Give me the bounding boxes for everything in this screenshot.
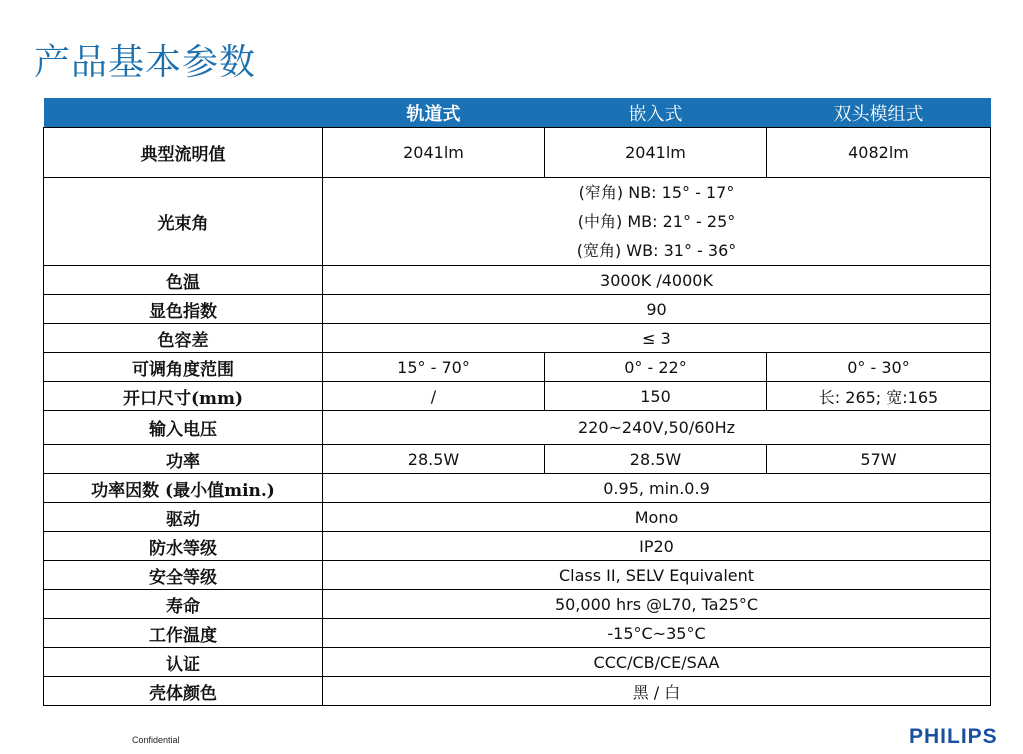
header-cell-track: 轨道式 [323, 98, 545, 128]
table-cell: 28.5W [323, 445, 545, 474]
table-cell: -15°C~35°C [323, 619, 991, 648]
row-label: 安全等级 [44, 561, 323, 590]
row-label: 工作温度 [44, 619, 323, 648]
table-cell: 2041lm [323, 128, 545, 178]
row-label: 色容差 [44, 324, 323, 353]
table-row [44, 445, 991, 474]
header-cell-recessed: 嵌入式 [545, 98, 767, 128]
table-row [44, 266, 991, 295]
table-row [44, 619, 991, 648]
row-label: 输入电压 [44, 411, 323, 445]
beam-angle-wide: (宽角) WB: 31° - 36° [576, 241, 737, 260]
beam-angle-medium: (中角) MB: 21° - 25° [577, 212, 736, 231]
table-cell: Class II, SELV Equivalent [323, 561, 991, 590]
table-row [44, 561, 991, 590]
table-cell: 0° - 30° [767, 353, 991, 382]
row-label: 防水等级 [44, 532, 323, 561]
table-cell: CCC/CB/CE/SAA [323, 648, 991, 677]
row-label: 认证 [44, 648, 323, 677]
table-cell: 2041lm [545, 128, 767, 178]
table-cell: 3000K /4000K [323, 266, 991, 295]
row-label: 色温 [44, 266, 323, 295]
table-cell: / [323, 382, 545, 411]
table-cell: IP20 [323, 532, 991, 561]
table-cell [323, 178, 991, 266]
table-cell: ≤ 3 [323, 324, 991, 353]
table-row [44, 590, 991, 619]
table-row [44, 503, 991, 532]
spec-table [43, 98, 991, 706]
row-label: 典型流明值 [44, 128, 323, 178]
header-cell-dual-module: 双头模组式 [767, 98, 991, 128]
table-cell: 4082lm [767, 128, 991, 178]
confidential-label: Confidential [132, 735, 180, 745]
table-row [44, 353, 991, 382]
table-row [44, 382, 991, 411]
row-label: 显色指数 [44, 295, 323, 324]
table-row [44, 324, 991, 353]
table-row [44, 474, 991, 503]
table-cell: 220~240V,50/60Hz [323, 411, 991, 445]
table-cell: 长: 265; 宽:165 [767, 382, 991, 411]
table-cell: Mono [323, 503, 991, 532]
table-cell: 50,000 hrs @L70, Ta25°C [323, 590, 991, 619]
row-label: 功率因数 (最小值min.) [44, 474, 323, 503]
table-row [44, 178, 991, 266]
table-cell: 28.5W [545, 445, 767, 474]
row-label: 可调角度范围 [44, 353, 323, 382]
table-row [44, 677, 991, 706]
table-header-row [44, 98, 991, 128]
table-row [44, 128, 991, 178]
table-cell: 15° - 70° [323, 353, 545, 382]
brand-logo: PHILIPS [909, 725, 998, 748]
table-cell: 150 [545, 382, 767, 411]
row-label: 壳体颜色 [44, 677, 323, 706]
table-cell: 黑 / 白 [323, 677, 991, 706]
table-cell: 0° - 22° [545, 353, 767, 382]
row-label: 驱动 [44, 503, 323, 532]
row-label: 开口尺寸(mm) [44, 382, 323, 411]
row-label: 功率 [44, 445, 323, 474]
table-cell: 90 [323, 295, 991, 324]
table-row [44, 648, 991, 677]
page-title: 产品基本参数 [34, 42, 257, 83]
table-row [44, 411, 991, 445]
table-row [44, 295, 991, 324]
table-row [44, 532, 991, 561]
table-cell: 0.95, min.0.9 [323, 474, 991, 503]
header-cell-empty [44, 98, 323, 128]
row-label: 寿命 [44, 590, 323, 619]
table-cell: 57W [767, 445, 991, 474]
row-label: 光束角 [44, 178, 323, 266]
beam-angle-narrow: (窄角) NB: 15° - 17° [578, 183, 735, 202]
